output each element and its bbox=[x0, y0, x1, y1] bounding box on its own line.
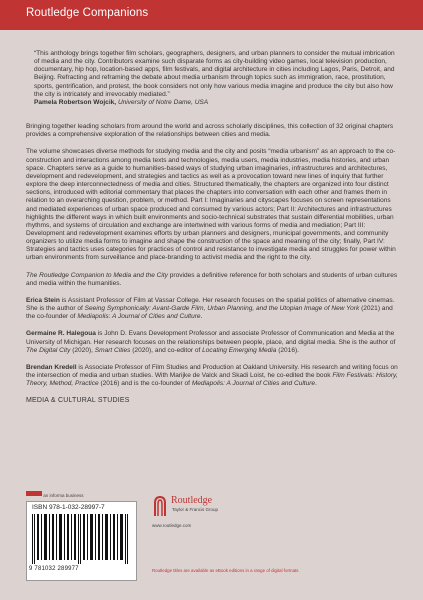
barcode-icon bbox=[32, 514, 130, 564]
description-closing: The Routledge Companion to Media and the City provides a definitive reference for both scholars and students of urban cultures and media within the humanities. bbox=[26, 271, 398, 287]
endorsement-attribution: Pamela Robertson Wojcik, University of Notre Dame, USA bbox=[34, 98, 209, 106]
publisher-url: www.routledge.com bbox=[152, 523, 192, 528]
book-title: The Routledge Companion to Media and the City bbox=[26, 271, 168, 279]
series-title: Routledge Companions bbox=[26, 7, 149, 19]
endorsement bbox=[34, 50, 400, 107]
author-bio-stein: Erica Stein is Assistant Professor of Film at Vassar College. Her research focuses on the spatial politics of alternative cinemas. She is the author of Seeing Symphonically: Avant-Garde Film, Urban Planning, and the Utopian Image of New York (2021) and the co-founder of Mediapolis: A Journal of Cities and Culture. bbox=[26, 296, 395, 321]
header-bar bbox=[0, 0, 423, 30]
description-body: The volume showcases diverse methods for studying media and the city and posits “media urbanism” as an approach to the co-construction and interactions among media texts and technologies, media users, media industries, media histories, and urban space. Chapters serve as a guide to humanities-based ways of studying urban imaginaries, infrastructures and architectures, development and redevelopment, and strategies and tactics as well as a provocation toward new lines of inquiry that further explore the deep interconnectedness of media and cities. Structured thematically, the chapters are organized into four distinct sections, introduced with editorial commentary that places the chapters into conversation with each other and frames them in relation to an overarching question, problem, or method. Part I: Imaginaries and cityscapes focuses on screen representations and mediated experiences of urban space produced and consumed by various actors; Part II: Architectures and infrastructures highlights the different ways in which built environments and socio-technical substrates that sustain differential mobilities, urban rhythms, and systems of circulation and exchange are intertwined with various forms of media and mediation; Part III: Development and redevelopment examines efforts by urban planners and designers, municipal governments, and community organizers to utilize media forms to imagine and shape the construction of the space and meaning of the city; finally, Part IV: Strategies and tactics uses categories for practices of control and resistance to investigate media and struggles for power within urban environments from surveillance and place-branding to activist media and the right to the city. bbox=[26, 148, 396, 262]
isbn-label: ISBN 978-1-032-28997-7 bbox=[32, 504, 105, 511]
subject-category: MEDIA & CULTURAL STUDIES bbox=[26, 397, 130, 405]
author-bio-kredell: Brendan Kredell is Associate Professor of Film Studies and Production at Oakland University. His research and writing focus on the intersection of media and urban studies. With Marijke de Valck and Skadi Loist, he co-edited the book Film Festivals: History, Theory, Method, Practice (2016) and is the co-founder of Mediapolis: A Journal of Cities and Culture. bbox=[26, 363, 398, 388]
isbn-box bbox=[26, 501, 137, 581]
endorsement-author: Pamela Robertson Wojcik bbox=[34, 98, 115, 106]
publisher-group: Taylor & Francis Group bbox=[172, 507, 219, 512]
endorsement-text: “This anthology brings together film scholars, geographers, designers, and urban planners to consider the mutual imbrication of media and the city. Contributors examine such disparate forms as city-building video games, local television production, documentary, hip hop, location-based apps, film festivals, and digital architecture in cities including Lagos, Paris, Detroit, and Beijing. Refracting and reframing the debate about media urbanism through topics such as immigration, race, prostitution, sports, gentrification, and protest, the book considers not only how various media imagine and produce the city but also how the city is intricately and irrevocably mediated.” bbox=[34, 50, 395, 98]
description-intro: Bringing together leading scholars from around the world and across scholarly disciplines, this collection of 32 original chapters provides a comprehensive exploration of the relationships between cities and media. bbox=[26, 123, 394, 139]
ebook-note: Routledge titles are available as eBook editions in a range of digital formats bbox=[152, 568, 299, 573]
back-cover-text bbox=[26, 50, 400, 405]
informa-mark-icon bbox=[26, 491, 42, 496]
author-bio-halegoua: Germaine R. Halegoua is John D. Evans Development Professor and associate Professor of Communication and Media at the University of Michigan. Her research focuses on the relationships between people, place, and digital media. She is the author of The Digital City (2020), Smart Cities (2020), and co-editor of Locating Emerging Media (2016). bbox=[26, 330, 396, 354]
barcode-number: 9 781032 289977 bbox=[29, 566, 79, 572]
endorsement-affiliation: University of Notre Dame, USA bbox=[117, 98, 209, 106]
informa-logo: an informa business bbox=[26, 491, 136, 498]
publisher-name: Routledge bbox=[171, 495, 213, 506]
routledge-mark-icon bbox=[152, 495, 168, 517]
barcode-block bbox=[26, 491, 136, 581]
